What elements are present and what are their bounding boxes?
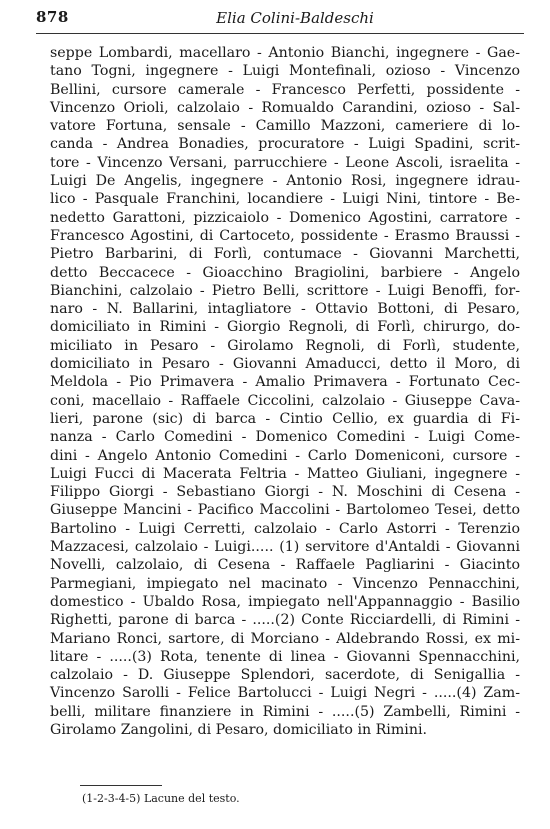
text-line: canda - Andrea Bonadies, procuratore - Luigi Spadini, scrit-	[50, 136, 520, 153]
text-line: Mazzacesi, calzolaio - Luigi..... (1) servitore d'Antaldi - Giovanni	[50, 539, 520, 556]
text-line: miciliato in Pesaro - Girolamo Regnoli, di Forlì, studente,	[50, 337, 520, 354]
text-line: litare - .....(3) Rota, tenente di linea - Giovanni Spennacchini,	[50, 648, 520, 665]
text-line: Vincenzo Orioli, calzolaio - Romualdo Carandini, ozioso - Sal-	[50, 99, 520, 116]
text-line: Mariano Ronci, sartore, di Morciano - Aldebrando Rossi, ex mi-	[50, 630, 520, 647]
text-line: Vincenzo Sarolli - Felice Bartolucci - Luigi Negri - .....(4) Zam-	[50, 685, 520, 702]
text-line: Luigi Fucci di Macerata Feltria - Matteo Giuliani, ingegnere -	[50, 465, 520, 482]
text-line: domiciliato in Pesaro - Giovanni Amaducci, detto il Moro, di	[50, 356, 520, 373]
footnote: (1-2-3-4-5) Lacune del testo.	[82, 792, 240, 805]
text-line: calzolaio - D. Giuseppe Splendori, sacerdote, di Senigallia -	[50, 667, 520, 684]
text-line: tano Togni, ingegnere - Luigi Montefinali, ozioso - Vincenzo	[50, 63, 520, 80]
text-line: lico - Pasquale Franchini, locandiere - Luigi Nini, tintore - Be-	[50, 191, 520, 208]
text-line: Parmegiani, impiegato nel macinato - Vincenzo Pennacchini,	[50, 575, 520, 592]
running-title: Elia Colini-Baldeschi	[216, 9, 374, 27]
page-number: 878	[36, 8, 69, 26]
text-line: Bellini, cursore camerale - Francesco Perfetti, possidente -	[50, 81, 520, 98]
text-line: Righetti, parone di barca - .....(2) Conte Ricciardelli, di Rimini -	[50, 612, 520, 629]
body-text	[50, 44, 520, 739]
text-line: naro - N. Ballarini, intagliatore - Ottavio Bottoni, di Pesaro,	[50, 301, 520, 318]
text-line: Giuseppe Mancini - Pacifico Maccolini - Bartolomeo Tesei, detto	[50, 502, 520, 519]
text-line: Bartolino - Luigi Cerretti, calzolaio - Carlo Astorri - Terenzio	[50, 520, 520, 537]
text-line: nanza - Carlo Comedini - Domenico Comedini - Luigi Come-	[50, 429, 520, 446]
text-line: belli, militare finanziere in Rimini - .....(5) Zambelli, Rimini -	[50, 703, 520, 720]
text-line: domestico - Ubaldo Rosa, impiegato nell'Appannaggio - Basilio	[50, 593, 520, 610]
text-line: dini - Angelo Antonio Comedini - Carlo Domeniconi, cursore -	[50, 447, 520, 464]
header-rule	[36, 33, 524, 34]
text-line: tore - Vincenzo Versani, parrucchiere - Leone Ascoli, israelita -	[50, 154, 520, 171]
text-line: nedetto Garattoni, pizzicaiolo - Domenico Agostini, carratore -	[50, 209, 520, 226]
text-line: Pietro Barbarini, di Forlì, contumace - Giovanni Marchetti,	[50, 246, 520, 263]
text-line: Luigi De Angelis, ingegnere - Antonio Rosi, ingegnere idrau-	[50, 173, 520, 190]
text-line: Filippo Giorgi - Sebastiano Giorgi - N. Moschini di Cesena -	[50, 484, 520, 501]
text-line: domiciliato in Rimini - Giorgio Regnoli, di Forlì, chirurgo, do-	[50, 319, 520, 336]
text-line: Girolamo Zangolini, di Pesaro, domiciliato in Rimini.	[50, 721, 428, 738]
text-line: vatore Fortuna, sensale - Camillo Mazzoni, cameriere di lo-	[50, 118, 520, 135]
text-line: Meldola - Pio Primavera - Amalio Primavera - Fortunato Cec-	[50, 374, 520, 391]
text-line: Bianchini, calzolaio - Pietro Belli, scrittore - Luigi Benoffi, for-	[50, 282, 520, 299]
footnote-rule	[80, 785, 162, 786]
text-line: coni, macellaio - Raffaele Ciccolini, calzolaio - Giuseppe Cava-	[50, 392, 520, 409]
text-line: Francesco Agostini, di Cartoceto, possidente - Erasmo Braussi -	[50, 227, 520, 244]
text-line: detto Beccacece - Gioacchino Bragiolini, barbiere - Angelo	[50, 264, 520, 281]
text-line: seppe Lombardi, macellaro - Antonio Bianchi, ingegnere - Gae-	[50, 45, 520, 61]
text-line: Novelli, calzolaio, di Cesena - Raffaele Pagliarini - Giacinto	[50, 557, 520, 574]
text-line: lieri, parone (sic) di barca - Cintio Cellio, ex guardia di Fi-	[50, 410, 520, 427]
